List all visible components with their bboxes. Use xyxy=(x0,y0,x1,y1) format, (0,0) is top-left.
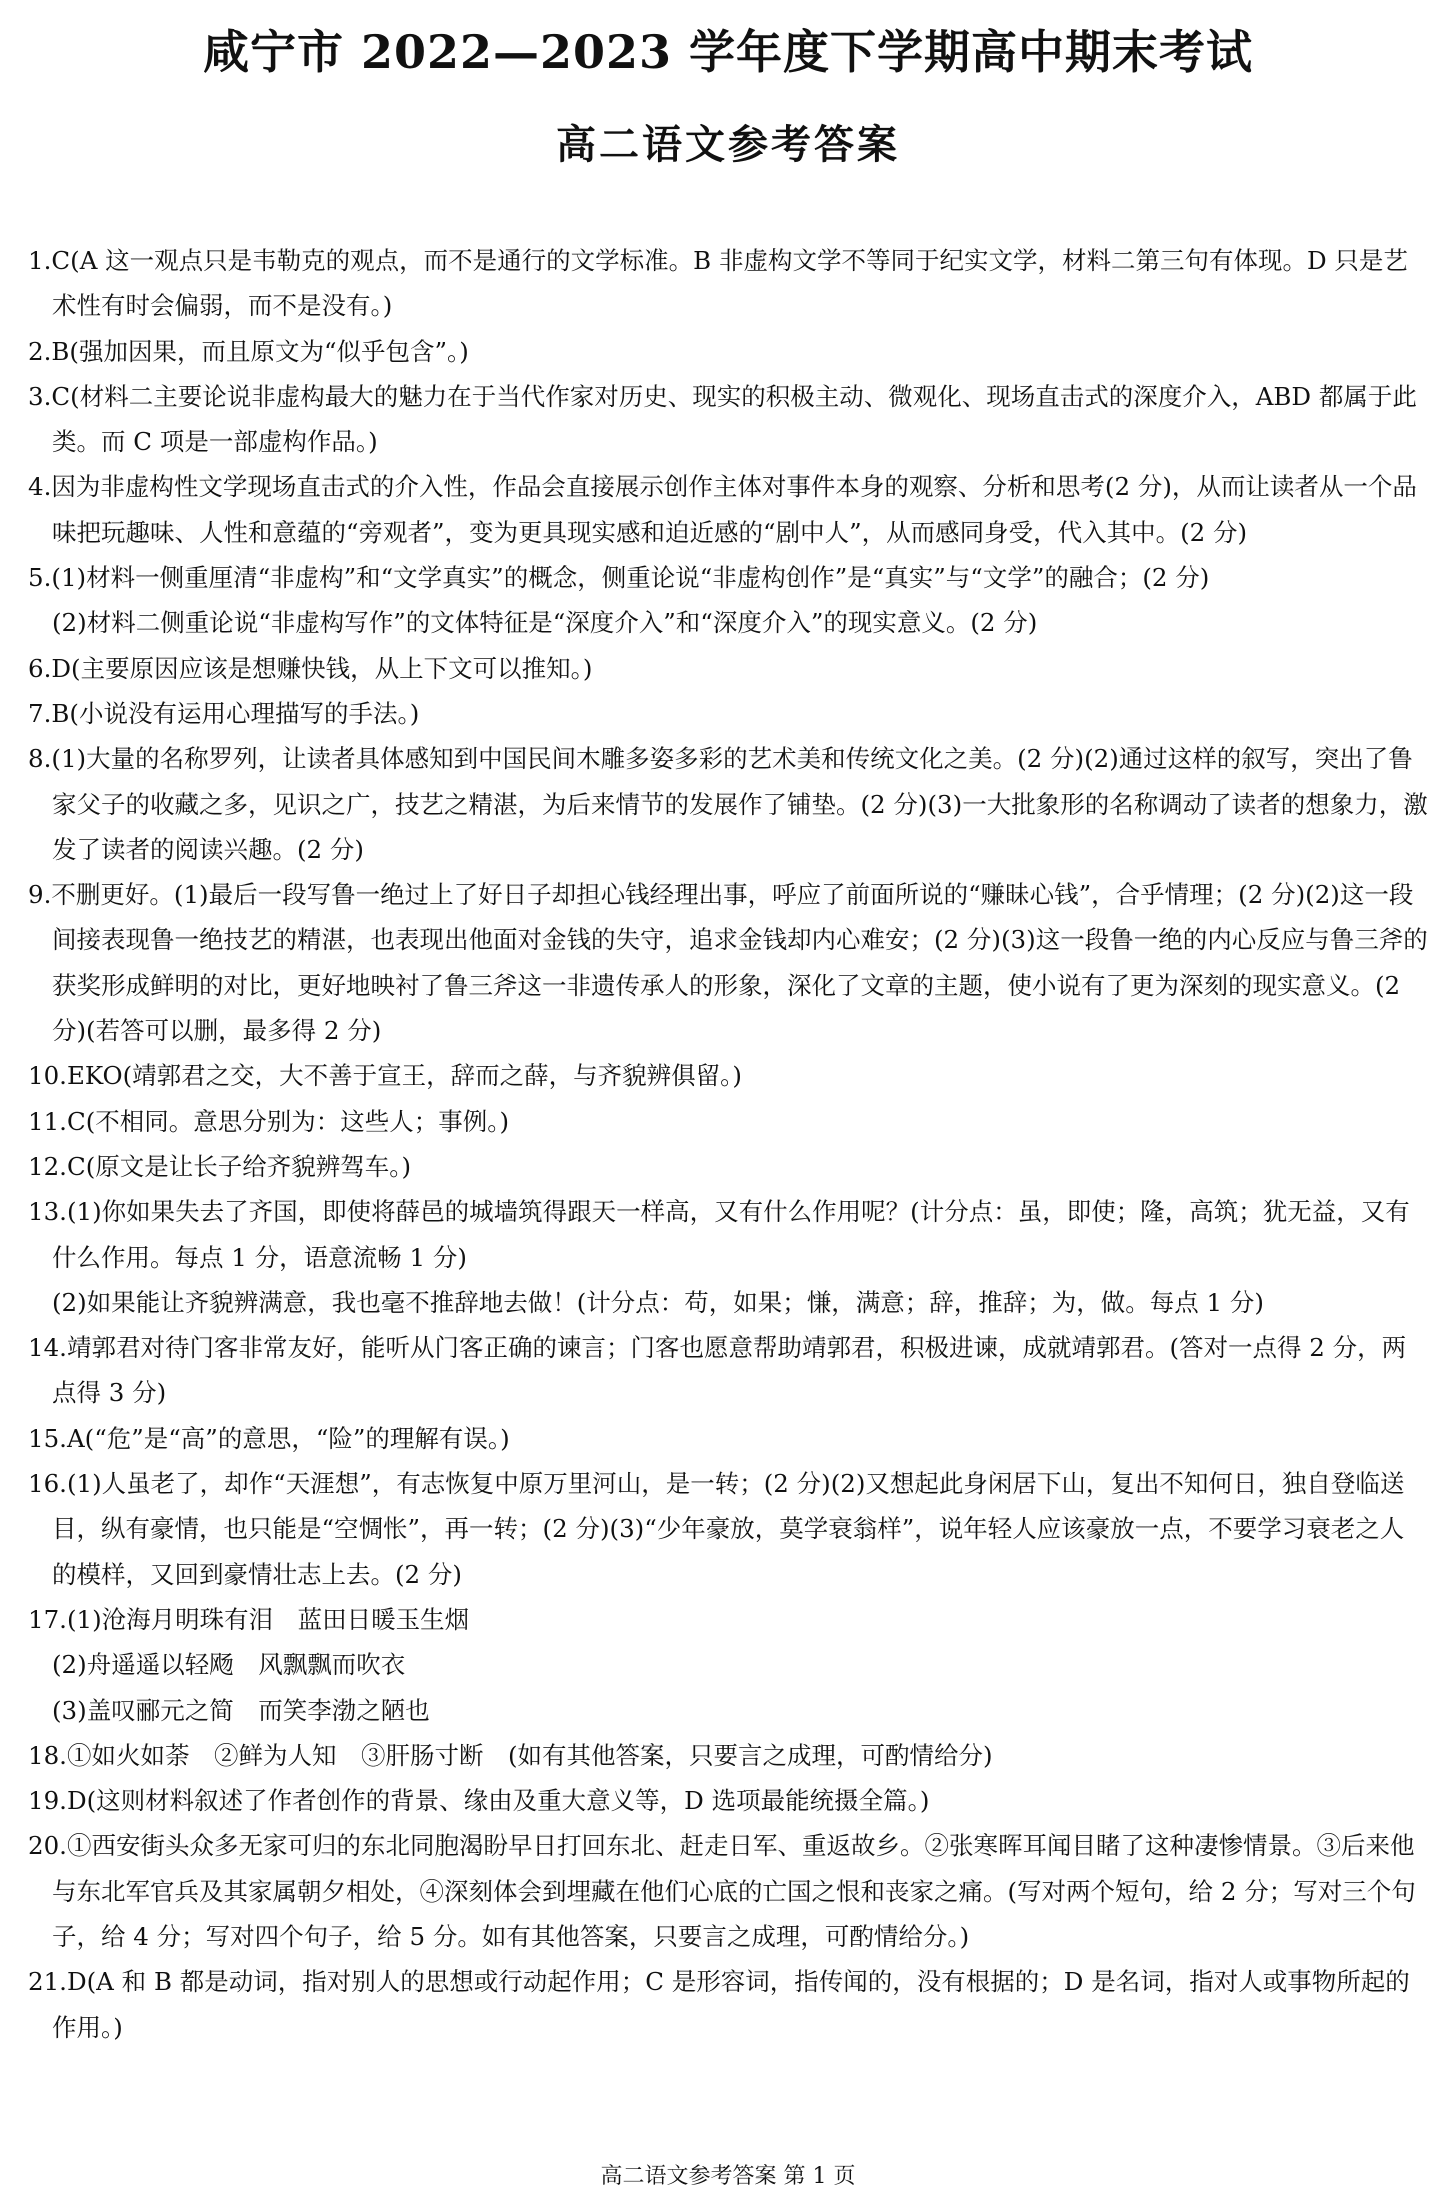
answer-text: C(A 这一观点只是韦勒克的观点，而不是通行的文学标准。B 非虚构文学不等同于纪实文学，材料二第三句有体现。D 只是艺术性有时会偏弱，而不是没有。) xyxy=(51,246,1408,321)
answer-item xyxy=(28,691,1428,736)
answer-number: 14. xyxy=(28,1333,67,1363)
answer-item xyxy=(28,238,1428,329)
answer-item xyxy=(28,329,1428,374)
answer-text: B(强加因果，而且原文为“似乎包含”。) xyxy=(51,336,469,366)
answer-text: A(“危”是“高”的意思，“险”的理解有误。) xyxy=(66,1423,510,1453)
answer-number: 19. xyxy=(28,1786,67,1816)
answer-number: 5. xyxy=(28,563,52,593)
answer-item xyxy=(28,736,1428,872)
answer-text: D(A 和 B 都是动词，指对别人的思想或行动起作用；C 是形容词，指传闻的，没有根据的；D 是名词，指对人或事物所起的作用。) xyxy=(52,1967,1410,2042)
answer-list xyxy=(28,238,1428,2050)
answer-text: (1)人虽老了，却作“天涯想”，有志恢复中原万里河山，是一转；(2 分)(2)又想起此身闲居下山，复出不知何日，独自登临送目，纵有豪情，也只能是“空惆怅”，再一转；(2 分)(3)“少年豪放，莫学衰翁样”，说年轻人应该豪放一点，不要学习衰老之人的模样，又回到豪情壮志上去。(2 分) xyxy=(52,1469,1405,1589)
answer-subitem: (3)盖叹郦元之简 而笑李渤之陋也 xyxy=(52,1695,430,1725)
answer-subitem: (2)舟遥遥以轻飏 风飘飘而吹衣 xyxy=(52,1650,406,1680)
answer-text: (1)材料一侧重厘清“非虚构”和“文学真实”的概念，侧重论说“非虚构创作”是“真实”与“文学”的融合；(2 分) xyxy=(51,563,1210,593)
answer-item xyxy=(28,1461,1428,1597)
answer-number: 6. xyxy=(28,653,52,683)
answer-text: 靖郭君对待门客非常友好，能听从门客正确的谏言；门客也愿意帮助靖郭君，积极进谏，成就靖郭君。(答对一点得 2 分，两点得 3 分) xyxy=(52,1333,1407,1408)
answer-text: 不删更好。(1)最后一段写鲁一绝过上了好日子却担心钱经理出事，呼应了前面所说的“赚昧心钱”，合乎情理；(2 分)(2)这一段间接表现鲁一绝技艺的精湛，也表现出他面对金钱的失守，追求金钱却内心难安；(2 分)(3)这一段鲁一绝的内心反应与鲁三斧的获奖形成鲜明的对比，更好地映衬了鲁三斧这一非遗传承人的形象，深化了文章的主题，使小说有了更为深刻的现实意义。(2 分)(若答可以删，最多得 2 分) xyxy=(51,880,1428,1046)
answer-number: 9. xyxy=(28,880,52,910)
page-subtitle: 高二语文参考答案 xyxy=(556,121,900,168)
answer-number: 18. xyxy=(28,1740,67,1770)
answer-text: B(小说没有运用心理描写的手法。) xyxy=(51,698,420,728)
answer-item xyxy=(28,1959,1428,2050)
answer-item xyxy=(28,646,1428,691)
page-footer: 高二语文参考答案 第 1 页 xyxy=(600,2164,856,2189)
answer-text: ①如火如荼 ②鲜为人知 ③肝肠寸断 (如有其他答案，只要言之成理，可酌情给分) xyxy=(66,1740,993,1770)
answer-item xyxy=(28,1597,1428,1642)
answer-item xyxy=(28,374,1428,465)
answer-number: 2. xyxy=(28,336,52,366)
answer-item xyxy=(28,1189,1428,1280)
answer-text: C(不相同。意思分别为：这些人；事例。) xyxy=(66,1106,510,1136)
page-title: 咸宁市 2022—2023 学年度下学期高中期末考试 xyxy=(202,25,1254,79)
answer-item xyxy=(28,872,1428,1053)
answer-subitem: (2)材料二侧重论说“非虚构写作”的文体特征是“深度介入”和“深度介入”的现实意义。(2 分) xyxy=(52,608,1038,638)
answer-item xyxy=(28,1053,1428,1098)
answer-item xyxy=(28,1778,1428,1823)
answer-text: C(材料二主要论说非虚构最大的魅力在于当代作家对历史、现实的积极主动、微观化、现场直击式的深度介入，ABD 都属于此类。而 C 项是一部虚构作品。) xyxy=(51,381,1417,457)
answer-number: 3. xyxy=(28,381,52,411)
answer-text: (1)沧海月明珠有泪 蓝田日暖玉生烟 xyxy=(66,1604,470,1634)
answer-number: 7. xyxy=(28,698,52,728)
answer-subitem: (2)如果能让齐貌辨满意，我也毫不推辞地去做！(计分点：苟，如果；慊，满意；辞，推辞；为，做。每点 1 分) xyxy=(52,1287,1264,1317)
answer-number: 8. xyxy=(28,744,52,774)
answer-item xyxy=(28,555,1428,600)
answer-item xyxy=(28,1099,1428,1144)
answer-number: 17. xyxy=(28,1604,67,1634)
answer-item xyxy=(28,1325,1428,1416)
answer-item xyxy=(28,1416,1428,1461)
answer-text: D(这则材料叙述了作者创作的背景、缘由及重大意义等，D 选项最能统摄全篇。) xyxy=(66,1786,930,1816)
answer-text: C(原文是让长子给齐貌辨驾车。) xyxy=(66,1151,412,1181)
answer-number: 11. xyxy=(28,1106,67,1136)
answer-text: EKO(靖郭君之交，大不善于宣王，辞而之薛，与齐貌辨俱留。) xyxy=(66,1061,742,1091)
answer-text: 因为非虚构性文学现场直击式的介入性，作品会直接展示创作主体对事件本身的观察、分析和思考(2 分)，从而让读者从一个品味把玩趣味、人性和意蕴的“旁观者”，变为更具现实感和迫近感的“剧中人”，从而感同身受，代入其中。(2 分) xyxy=(51,472,1417,547)
answer-number: 20. xyxy=(28,1831,67,1861)
answer-text: (1)大量的名称罗列，让读者具体感知到中国民间木雕多姿多彩的艺术美和传统文化之美。(2 分)(2)通过这样的叙写，突出了鲁家父子的收藏之多，见识之广，技艺之精湛，为后来情节的发展作了铺垫。(2 分)(3)一大批象形的名称调动了读者的想象力，激发了读者的阅读兴趣。(2 分) xyxy=(51,744,1428,864)
answer-number: 4. xyxy=(28,472,52,502)
answer-number: 12. xyxy=(28,1151,67,1181)
answer-number: 16. xyxy=(28,1469,67,1499)
answer-text: D(主要原因应该是想赚快钱，从上下文可以推知。) xyxy=(51,653,593,683)
answer-item xyxy=(28,464,1428,555)
answer-number: 1. xyxy=(28,246,52,275)
answer-item xyxy=(28,1823,1428,1959)
answer-text: (1)你如果失去了齐国，即使将薛邑的城墙筑得跟天一样高，又有什么作用呢？(计分点：虽，即使；隆，高筑；犹无益，又有什么作用。每点 1 分，语意流畅 1 分) xyxy=(52,1197,1410,1272)
answer-item xyxy=(28,1733,1428,1778)
answer-number: 10. xyxy=(28,1061,67,1091)
answer-number: 13. xyxy=(28,1197,67,1227)
answer-number: 21. xyxy=(28,1967,67,1997)
answer-item xyxy=(28,1144,1428,1189)
answer-text: ①西安街头众多无家可归的东北同胞渴盼早日打回东北、赶走日军、重返故乡。②张寒晖耳闻目睹了这种凄惨情景。③后来他与东北军官兵及其家属朝夕相处，④深刻体会到埋藏在他们心底的亡国之恨和丧家之痛。(写对两个短句，给 2 分；写对三个句子，给 4 分；写对四个句子，给 5 分。如有其他答案，只要言之成理，可酌情给分。) xyxy=(52,1831,1416,1951)
answer-number: 15. xyxy=(28,1423,67,1453)
